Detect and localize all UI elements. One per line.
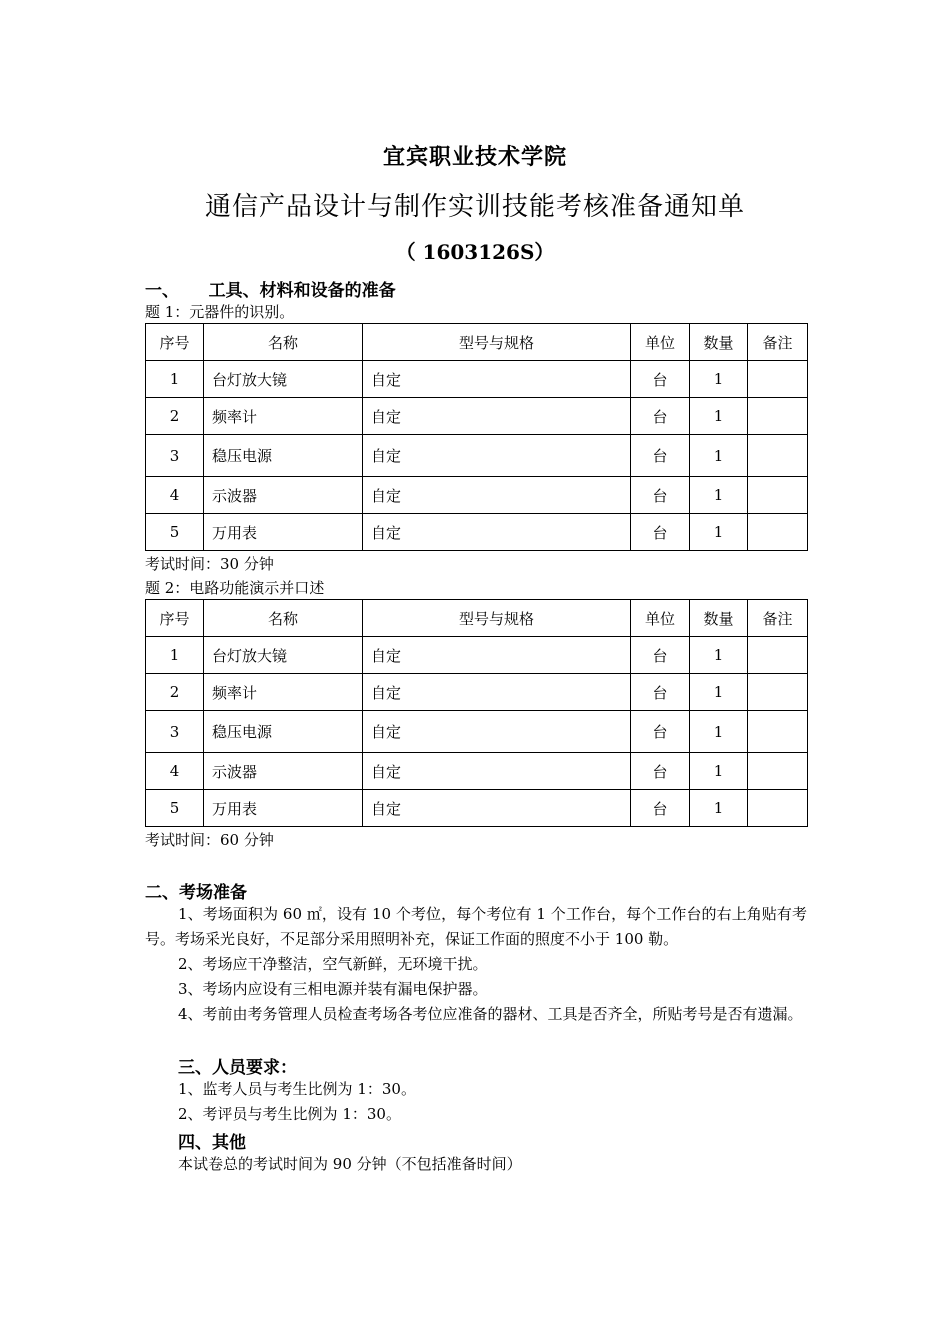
section3-item-2: 2、考评员与考生比例为 1：30。 bbox=[178, 1105, 401, 1123]
task1-label: 题 1：元器件的识别。 bbox=[145, 303, 295, 321]
cell-unit: 台 bbox=[631, 753, 690, 790]
col-header: 名称 bbox=[204, 324, 363, 361]
cell-index: 4 bbox=[146, 753, 204, 790]
school-name: 宜宾职业技术学院 bbox=[382, 145, 567, 170]
col-header: 备注 bbox=[748, 324, 808, 361]
cell-qty: 1 bbox=[690, 361, 748, 398]
equipment-table-1 bbox=[145, 323, 808, 551]
table-row bbox=[146, 398, 808, 435]
col-header: 型号与规格 bbox=[363, 324, 631, 361]
cell-name: 万用表 bbox=[204, 514, 363, 551]
cell-index: 5 bbox=[146, 514, 204, 551]
section2-item-1: 1、考场面积为 60 ㎡，设有 10 个考位，每个考位有 1 个工作台，每个工作台的右上角贴有考号。考场采光良好，不足部分采用照明补充，保证工作面的照度不小于 100 勒。 bbox=[145, 905, 807, 948]
cell-name: 频率计 bbox=[204, 398, 363, 435]
cell-index: 1 bbox=[146, 637, 204, 674]
cell-unit: 台 bbox=[631, 711, 690, 753]
cell-note bbox=[748, 477, 808, 514]
cell-name: 稳压电源 bbox=[204, 711, 363, 753]
cell-note bbox=[748, 435, 808, 477]
section2-item-2: 2、考场应干净整洁，空气新鲜，无环境干扰。 bbox=[178, 955, 488, 973]
cell-spec: 自定 bbox=[363, 477, 631, 514]
cell-qty: 1 bbox=[690, 674, 748, 711]
task1-time: 考试时间：30 分钟 bbox=[145, 555, 274, 573]
table-row bbox=[146, 361, 808, 398]
table-row bbox=[146, 711, 808, 753]
table-header-row bbox=[146, 324, 808, 361]
cell-unit: 台 bbox=[631, 435, 690, 477]
cell-name: 频率计 bbox=[204, 674, 363, 711]
table-row bbox=[146, 514, 808, 551]
table-row bbox=[146, 477, 808, 514]
table-header-row bbox=[146, 600, 808, 637]
cell-index: 3 bbox=[146, 435, 204, 477]
section4-text: 本试卷总的考试时间为 90 分钟（不包括准备时间） bbox=[178, 1155, 522, 1173]
table-row bbox=[146, 637, 808, 674]
cell-spec: 自定 bbox=[363, 711, 631, 753]
section1-heading: 一、 工具、材料和设备的准备 bbox=[145, 281, 396, 301]
section3-heading: 三、人员要求： bbox=[178, 1058, 297, 1078]
cell-index: 5 bbox=[146, 790, 204, 827]
cell-qty: 1 bbox=[690, 753, 748, 790]
col-header: 型号与规格 bbox=[363, 600, 631, 637]
cell-qty: 1 bbox=[690, 477, 748, 514]
col-header: 单位 bbox=[631, 600, 690, 637]
cell-note bbox=[748, 514, 808, 551]
cell-unit: 台 bbox=[631, 361, 690, 398]
cell-index: 1 bbox=[146, 361, 204, 398]
cell-index: 4 bbox=[146, 477, 204, 514]
page-title: 通信产品设计与制作实训技能考核准备通知单 bbox=[204, 192, 745, 222]
task2-label: 题 2：电路功能演示并口述 bbox=[145, 579, 325, 597]
cell-name: 台灯放大镜 bbox=[204, 361, 363, 398]
cell-name: 示波器 bbox=[204, 477, 363, 514]
exam-code: （ 1603126S） bbox=[395, 240, 555, 264]
table-row bbox=[146, 435, 808, 477]
cell-name: 示波器 bbox=[204, 753, 363, 790]
col-header: 单位 bbox=[631, 324, 690, 361]
cell-note bbox=[748, 790, 808, 827]
cell-name: 稳压电源 bbox=[204, 435, 363, 477]
cell-spec: 自定 bbox=[363, 514, 631, 551]
cell-spec: 自定 bbox=[363, 435, 631, 477]
cell-spec: 自定 bbox=[363, 637, 631, 674]
cell-note bbox=[748, 361, 808, 398]
cell-unit: 台 bbox=[631, 674, 690, 711]
cell-note bbox=[748, 637, 808, 674]
cell-unit: 台 bbox=[631, 514, 690, 551]
cell-spec: 自定 bbox=[363, 674, 631, 711]
section2-item-3: 3、考场内应设有三相电源并装有漏电保护器。 bbox=[178, 980, 488, 998]
col-header: 数量 bbox=[690, 600, 748, 637]
cell-spec: 自定 bbox=[363, 753, 631, 790]
table-row bbox=[146, 790, 808, 827]
section4-heading: 四、其他 bbox=[178, 1133, 246, 1153]
table-row bbox=[146, 753, 808, 790]
cell-unit: 台 bbox=[631, 477, 690, 514]
cell-unit: 台 bbox=[631, 790, 690, 827]
cell-name: 台灯放大镜 bbox=[204, 637, 363, 674]
cell-qty: 1 bbox=[690, 435, 748, 477]
cell-unit: 台 bbox=[631, 637, 690, 674]
cell-spec: 自定 bbox=[363, 398, 631, 435]
cell-note bbox=[748, 753, 808, 790]
col-header: 名称 bbox=[204, 600, 363, 637]
section2-heading: 二、考场准备 bbox=[145, 883, 247, 903]
cell-qty: 1 bbox=[690, 398, 748, 435]
cell-index: 2 bbox=[146, 398, 204, 435]
col-header: 数量 bbox=[690, 324, 748, 361]
cell-note bbox=[748, 398, 808, 435]
cell-unit: 台 bbox=[631, 398, 690, 435]
col-header: 序号 bbox=[146, 600, 204, 637]
cell-index: 2 bbox=[146, 674, 204, 711]
cell-name: 万用表 bbox=[204, 790, 363, 827]
cell-note bbox=[748, 711, 808, 753]
cell-qty: 1 bbox=[690, 790, 748, 827]
cell-qty: 1 bbox=[690, 711, 748, 753]
cell-qty: 1 bbox=[690, 637, 748, 674]
cell-note bbox=[748, 674, 808, 711]
col-header: 备注 bbox=[748, 600, 808, 637]
equipment-table-2 bbox=[145, 599, 808, 827]
table-row bbox=[146, 674, 808, 711]
section2-item-4: 4、考前由考务管理人员检查考场各考位应准备的器材、工具是否齐全，所贴考号是否有遗漏。 bbox=[178, 1005, 803, 1023]
cell-spec: 自定 bbox=[363, 790, 631, 827]
cell-index: 3 bbox=[146, 711, 204, 753]
cell-qty: 1 bbox=[690, 514, 748, 551]
cell-spec: 自定 bbox=[363, 361, 631, 398]
section3-item-1: 1、监考人员与考生比例为 1：30。 bbox=[178, 1080, 416, 1098]
task2-time: 考试时间：60 分钟 bbox=[145, 831, 274, 849]
col-header: 序号 bbox=[146, 324, 204, 361]
